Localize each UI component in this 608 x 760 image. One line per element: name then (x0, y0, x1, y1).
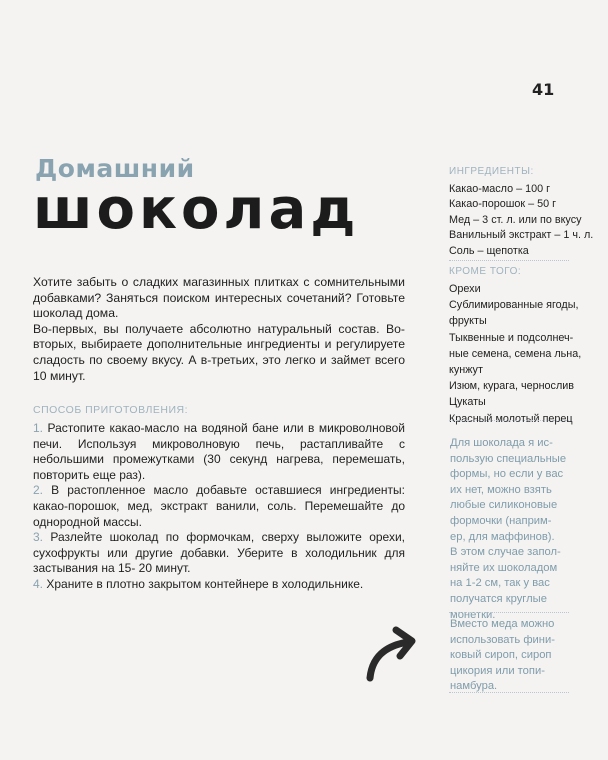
extras-heading: КРОМЕ ТОГО: (449, 266, 522, 277)
ingredient-item: Соль – щепотка (449, 244, 529, 257)
ingredient-item: Мед – 3 ст. л. или по вкусу (449, 213, 582, 226)
tip-line: их нет, можно взять (450, 483, 552, 496)
tip-line: формочки (наприм- (450, 514, 552, 527)
step-text: Разлейте шоколад по формочкам, сверху выложите орехи, сухофрукты или другие добавки. Уберите в холодильник для застывания на 15- 20 минут. (33, 530, 405, 576)
method-steps (33, 421, 405, 593)
step-item (33, 577, 405, 593)
tip-line: Вместо меда можно (450, 618, 555, 630)
ingredients-heading: ИНГРЕДИЕНТЫ: (449, 166, 534, 177)
intro-paragraph: Во-первых, вы получаете абсолютно натуральный состав. Во-вторых, выбираете дополнительные ингредиенты и регулируете сладость по своему вкусу. А в-третьих, это легко и займет всего 10 минут. (33, 321, 405, 383)
step-number: 4. (33, 576, 44, 591)
extra-item: кунжут (449, 364, 483, 377)
step-item (33, 530, 405, 577)
extra-item: Орехи (449, 283, 481, 295)
divider (449, 420, 569, 421)
extra-item: Тыквенные и подсолнеч- (449, 331, 574, 344)
tip-line: Для шоколада я ис- (450, 437, 553, 449)
title-big: шоколад (33, 177, 360, 242)
tip-line: на 1-2 см, так у вас (450, 577, 550, 590)
tip-line: использовать фини- (450, 633, 555, 646)
tip-line: ер, для маффинов). (450, 530, 555, 543)
tip-line: формы, но если у вас (450, 468, 564, 481)
tip-line: намбура. (450, 680, 498, 693)
tip-line: любые силиконовые (450, 499, 558, 512)
tip-line: получатся круглые (450, 592, 547, 605)
method-heading: СПОСОБ ПРИГОТОВЛЕНИЯ: (33, 404, 189, 416)
step-number: 3. (33, 530, 44, 545)
tip-line: пользую специальные (450, 452, 567, 465)
extra-item: Сублимированные ягоды, (449, 299, 579, 312)
step-text: Храните в плотно закрытом контейнере в холодильнике. (46, 576, 364, 591)
extra-item: Красный молотый перец (449, 412, 573, 425)
step-item (33, 483, 405, 530)
ingredient-item: Какао-порошок – 50 г (449, 198, 557, 211)
tip-note (450, 436, 575, 623)
title-small: Домашний (35, 154, 195, 183)
curved-arrow-icon (362, 624, 422, 684)
ingredient-item: Ванильный экстракт – 1 ч. л. (449, 229, 594, 242)
extra-item: фрукты (449, 315, 487, 328)
step-number: 2. (33, 483, 44, 498)
tip-line: цикория или топи- (450, 664, 545, 677)
divider (449, 612, 569, 613)
tip-line: няйте их шоколадом (450, 561, 558, 574)
intro-text (33, 275, 405, 384)
extra-item: ные семена, семена льна, (449, 347, 582, 360)
tip-line: ковый сироп, сироп (450, 649, 552, 662)
tip-line: монетки. (450, 608, 496, 621)
step-item (33, 421, 405, 483)
step-number: 1. (33, 421, 44, 435)
extra-item: Изюм, курага, чернослив (449, 380, 575, 393)
ingredient-item: Какао-масло – 100 г (449, 183, 551, 195)
divider (449, 692, 569, 693)
page-number: 41 (532, 80, 555, 99)
ingredients-list (449, 182, 594, 259)
divider (449, 260, 569, 261)
extra-item: Цукаты (449, 396, 486, 409)
tip-note (450, 617, 575, 695)
tip-line: В этом случае запол- (450, 546, 561, 559)
step-text: В растопленное масло добавьте оставшиеся ингредиенты: какао-порошок, мед, экстракт ванили, соль. Перемешайте до однородной массы. (33, 483, 406, 529)
extras-list (449, 281, 589, 427)
intro-paragraph: Хотите забыть о сладких магазинных плитках с сомнительными добавками? Заняться поиском интересных сочетаний? Готовьте шоколад дома. (33, 275, 405, 321)
step-text: Растопите какао-масло на водяной бане или в микроволновой печи. Используя микроволновую печь, растапливайте с небольшими промежутками (30 секунд нагрева, перемешать, повторить еще раз). (33, 421, 405, 482)
